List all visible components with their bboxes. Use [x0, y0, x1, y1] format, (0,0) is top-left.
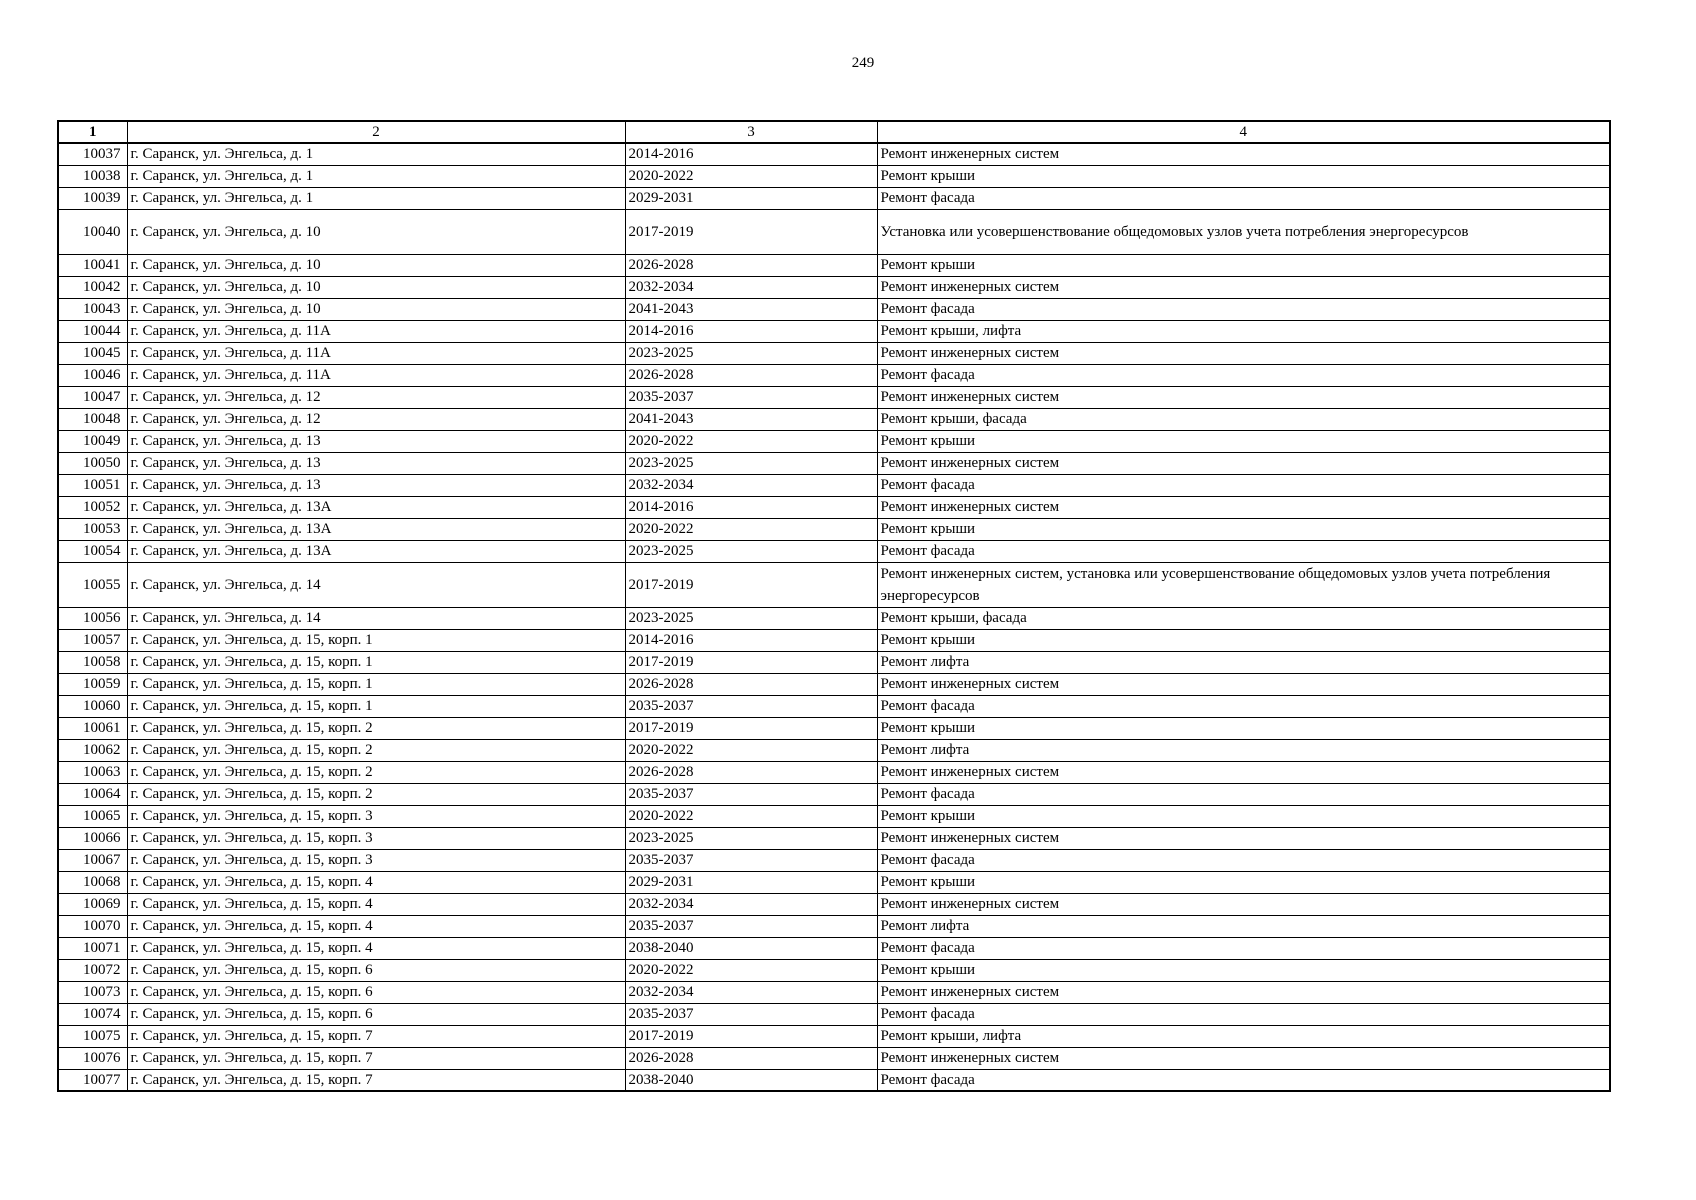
- period-cell: 2026-2028: [625, 761, 877, 783]
- address-cell: г. Саранск, ул. Энгельса, д. 15, корп. 3: [127, 849, 625, 871]
- work-type-cell: Ремонт инженерных систем: [877, 276, 1610, 298]
- period-cell: 2017-2019: [625, 1025, 877, 1047]
- table-row: [58, 386, 1610, 408]
- row-number-cell: 10039: [58, 187, 127, 209]
- address-cell: г. Саранск, ул. Энгельса, д. 15, корп. 7: [127, 1025, 625, 1047]
- address-cell: г. Саранск, ул. Энгельса, д. 14: [127, 562, 625, 607]
- table-row: [58, 562, 1610, 607]
- row-number-cell: 10040: [58, 209, 127, 254]
- address-cell: г. Саранск, ул. Энгельса, д. 10: [127, 298, 625, 320]
- address-cell: г. Саранск, ул. Энгельса, д. 10: [127, 254, 625, 276]
- work-type-cell: Ремонт фасада: [877, 298, 1610, 320]
- address-cell: г. Саранск, ул. Энгельса, д. 15, корп. 1: [127, 673, 625, 695]
- row-number-cell: 10072: [58, 959, 127, 981]
- address-cell: г. Саранск, ул. Энгельса, д. 1: [127, 187, 625, 209]
- row-number-cell: 10071: [58, 937, 127, 959]
- period-cell: 2029-2031: [625, 871, 877, 893]
- period-cell: 2035-2037: [625, 695, 877, 717]
- period-cell: 2041-2043: [625, 298, 877, 320]
- work-type-cell: Ремонт фасада: [877, 849, 1610, 871]
- work-type-cell: Ремонт инженерных систем: [877, 761, 1610, 783]
- address-cell: г. Саранск, ул. Энгельса, д. 15, корп. 6: [127, 981, 625, 1003]
- table-row: [58, 320, 1610, 342]
- table-row: [58, 717, 1610, 739]
- period-cell: 2020-2022: [625, 805, 877, 827]
- period-cell: 2020-2022: [625, 518, 877, 540]
- table-row: [58, 805, 1610, 827]
- address-cell: г. Саранск, ул. Энгельса, д. 15, корп. 2: [127, 739, 625, 761]
- period-cell: 2032-2034: [625, 474, 877, 496]
- work-type-cell: Ремонт крыши, лифта: [877, 320, 1610, 342]
- table-row: [58, 695, 1610, 717]
- row-number-cell: 10043: [58, 298, 127, 320]
- table-row: [58, 165, 1610, 187]
- column-header-2: 2: [127, 121, 625, 143]
- address-cell: г. Саранск, ул. Энгельса, д. 15, корп. 7: [127, 1069, 625, 1091]
- row-number-cell: 10057: [58, 629, 127, 651]
- address-cell: г. Саранск, ул. Энгельса, д. 15, корп. 4: [127, 915, 625, 937]
- work-type-cell: Ремонт крыши: [877, 254, 1610, 276]
- work-type-cell: Ремонт крыши: [877, 629, 1610, 651]
- period-cell: 2026-2028: [625, 254, 877, 276]
- period-cell: 2020-2022: [625, 739, 877, 761]
- table-row: [58, 518, 1610, 540]
- address-cell: г. Саранск, ул. Энгельса, д. 15, корп. 3: [127, 805, 625, 827]
- period-cell: 2035-2037: [625, 783, 877, 805]
- table-row: [58, 739, 1610, 761]
- row-number-cell: 10076: [58, 1047, 127, 1069]
- table-row: [58, 1003, 1610, 1025]
- address-cell: г. Саранск, ул. Энгельса, д. 10: [127, 276, 625, 298]
- table-row: [58, 298, 1610, 320]
- period-cell: 2014-2016: [625, 143, 877, 165]
- address-cell: г. Саранск, ул. Энгельса, д. 1: [127, 143, 625, 165]
- address-cell: г. Саранск, ул. Энгельса, д. 1: [127, 165, 625, 187]
- table-row: [58, 959, 1610, 981]
- row-number-cell: 10054: [58, 540, 127, 562]
- row-number-cell: 10037: [58, 143, 127, 165]
- repair-schedule-table: [57, 120, 1611, 1092]
- table-row: [58, 452, 1610, 474]
- address-cell: г. Саранск, ул. Энгельса, д. 15, корп. 1: [127, 651, 625, 673]
- table-row: [58, 827, 1610, 849]
- address-cell: г. Саранск, ул. Энгельса, д. 12: [127, 408, 625, 430]
- period-cell: 2035-2037: [625, 1003, 877, 1025]
- period-cell: 2032-2034: [625, 276, 877, 298]
- period-cell: 2023-2025: [625, 540, 877, 562]
- period-cell: 2026-2028: [625, 673, 877, 695]
- address-cell: г. Саранск, ул. Энгельса, д. 15, корп. 2: [127, 717, 625, 739]
- table-row: [58, 276, 1610, 298]
- table-row: [58, 209, 1610, 254]
- table-row: [58, 430, 1610, 452]
- work-type-cell: Ремонт инженерных систем: [877, 981, 1610, 1003]
- row-number-cell: 10053: [58, 518, 127, 540]
- work-type-cell: Ремонт инженерных систем: [877, 143, 1610, 165]
- work-type-cell: Ремонт инженерных систем: [877, 496, 1610, 518]
- work-type-cell: Ремонт крыши: [877, 430, 1610, 452]
- work-type-cell: Ремонт фасада: [877, 695, 1610, 717]
- address-cell: г. Саранск, ул. Энгельса, д. 15, корп. 1: [127, 695, 625, 717]
- work-type-cell: Ремонт крыши, лифта: [877, 1025, 1610, 1047]
- column-header-3: 3: [625, 121, 877, 143]
- period-cell: 2020-2022: [625, 959, 877, 981]
- row-number-cell: 10073: [58, 981, 127, 1003]
- work-type-cell: Ремонт фасада: [877, 474, 1610, 496]
- table-body: [58, 143, 1610, 1091]
- row-number-cell: 10055: [58, 562, 127, 607]
- table-row: [58, 981, 1610, 1003]
- address-cell: г. Саранск, ул. Энгельса, д. 15, корп. 2: [127, 783, 625, 805]
- work-type-cell: Ремонт крыши: [877, 165, 1610, 187]
- work-type-cell: Ремонт лифта: [877, 739, 1610, 761]
- row-number-cell: 10070: [58, 915, 127, 937]
- period-cell: 2026-2028: [625, 364, 877, 386]
- period-cell: 2032-2034: [625, 893, 877, 915]
- address-cell: г. Саранск, ул. Энгельса, д. 15, корп. 4: [127, 937, 625, 959]
- period-cell: 2014-2016: [625, 320, 877, 342]
- period-cell: 2035-2037: [625, 849, 877, 871]
- row-number-cell: 10048: [58, 408, 127, 430]
- row-number-cell: 10068: [58, 871, 127, 893]
- table-row: [58, 849, 1610, 871]
- row-number-cell: 10077: [58, 1069, 127, 1091]
- work-type-cell: Ремонт инженерных систем: [877, 452, 1610, 474]
- row-number-cell: 10058: [58, 651, 127, 673]
- work-type-cell: Ремонт крыши: [877, 717, 1610, 739]
- work-type-cell: Ремонт крыши, фасада: [877, 408, 1610, 430]
- address-cell: г. Саранск, ул. Энгельса, д. 15, корп. 3: [127, 827, 625, 849]
- work-type-cell: Ремонт крыши: [877, 518, 1610, 540]
- row-number-cell: 10042: [58, 276, 127, 298]
- work-type-cell: Ремонт фасада: [877, 783, 1610, 805]
- address-cell: г. Саранск, ул. Энгельса, д. 15, корп. 2: [127, 761, 625, 783]
- row-number-cell: 10059: [58, 673, 127, 695]
- table-row: [58, 629, 1610, 651]
- period-cell: 2035-2037: [625, 915, 877, 937]
- row-number-cell: 10066: [58, 827, 127, 849]
- work-type-cell: Установка или усовершенствование общедомовых узлов учета потребления энергоресурсов: [877, 209, 1610, 254]
- table-row: [58, 540, 1610, 562]
- row-number-cell: 10065: [58, 805, 127, 827]
- address-cell: г. Саранск, ул. Энгельса, д. 13А: [127, 540, 625, 562]
- address-cell: г. Саранск, ул. Энгельса, д. 15, корп. 1: [127, 629, 625, 651]
- table-row: [58, 254, 1610, 276]
- row-number-cell: 10064: [58, 783, 127, 805]
- work-type-cell: Ремонт фасада: [877, 364, 1610, 386]
- column-header-4: 4: [877, 121, 1610, 143]
- period-cell: 2038-2040: [625, 937, 877, 959]
- table-row: [58, 143, 1610, 165]
- address-cell: г. Саранск, ул. Энгельса, д. 13А: [127, 518, 625, 540]
- address-cell: г. Саранск, ул. Энгельса, д. 15, корп. 4: [127, 893, 625, 915]
- table-header-row: [58, 121, 1610, 143]
- table-row: [58, 607, 1610, 629]
- table-row: [58, 364, 1610, 386]
- row-number-cell: 10044: [58, 320, 127, 342]
- period-cell: 2023-2025: [625, 452, 877, 474]
- work-type-cell: Ремонт крыши: [877, 805, 1610, 827]
- period-cell: 2023-2025: [625, 607, 877, 629]
- period-cell: 2020-2022: [625, 165, 877, 187]
- period-cell: 2035-2037: [625, 386, 877, 408]
- work-type-cell: Ремонт инженерных систем: [877, 827, 1610, 849]
- table-row: [58, 893, 1610, 915]
- address-cell: г. Саранск, ул. Энгельса, д. 13: [127, 474, 625, 496]
- row-number-cell: 10062: [58, 739, 127, 761]
- work-type-cell: Ремонт инженерных систем: [877, 386, 1610, 408]
- address-cell: г. Саранск, ул. Энгельса, д. 13: [127, 452, 625, 474]
- row-number-cell: 10063: [58, 761, 127, 783]
- row-number-cell: 10056: [58, 607, 127, 629]
- work-type-cell: Ремонт инженерных систем: [877, 342, 1610, 364]
- row-number-cell: 10051: [58, 474, 127, 496]
- address-cell: г. Саранск, ул. Энгельса, д. 11А: [127, 320, 625, 342]
- row-number-cell: 10061: [58, 717, 127, 739]
- period-cell: 2023-2025: [625, 342, 877, 364]
- period-cell: 2017-2019: [625, 209, 877, 254]
- table-row: [58, 783, 1610, 805]
- row-number-cell: 10047: [58, 386, 127, 408]
- period-cell: 2014-2016: [625, 629, 877, 651]
- table-row: [58, 673, 1610, 695]
- row-number-cell: 10052: [58, 496, 127, 518]
- row-number-cell: 10069: [58, 893, 127, 915]
- work-type-cell: Ремонт инженерных систем, установка или усовершенствование общедомовых узлов учета потребления энергоресурсов: [877, 562, 1610, 607]
- table-row: [58, 761, 1610, 783]
- work-type-cell: Ремонт крыши: [877, 871, 1610, 893]
- row-number-cell: 10050: [58, 452, 127, 474]
- period-cell: 2032-2034: [625, 981, 877, 1003]
- work-type-cell: Ремонт фасада: [877, 1003, 1610, 1025]
- address-cell: г. Саранск, ул. Энгельса, д. 11А: [127, 364, 625, 386]
- table-row: [58, 342, 1610, 364]
- row-number-cell: 10045: [58, 342, 127, 364]
- work-type-cell: Ремонт фасада: [877, 187, 1610, 209]
- address-cell: г. Саранск, ул. Энгельса, д. 10: [127, 209, 625, 254]
- work-type-cell: Ремонт фасада: [877, 937, 1610, 959]
- period-cell: 2029-2031: [625, 187, 877, 209]
- table-row: [58, 651, 1610, 673]
- work-type-cell: Ремонт инженерных систем: [877, 673, 1610, 695]
- period-cell: 2017-2019: [625, 562, 877, 607]
- period-cell: 2017-2019: [625, 717, 877, 739]
- work-type-cell: Ремонт лифта: [877, 915, 1610, 937]
- work-type-cell: Ремонт фасада: [877, 1069, 1610, 1091]
- table-row: [58, 1047, 1610, 1069]
- address-cell: г. Саранск, ул. Энгельса, д. 11А: [127, 342, 625, 364]
- work-type-cell: Ремонт крыши: [877, 959, 1610, 981]
- column-header-1: 1: [58, 121, 127, 143]
- row-number-cell: 10046: [58, 364, 127, 386]
- work-type-cell: Ремонт лифта: [877, 651, 1610, 673]
- address-cell: г. Саранск, ул. Энгельса, д. 15, корп. 6: [127, 1003, 625, 1025]
- row-number-cell: 10067: [58, 849, 127, 871]
- row-number-cell: 10041: [58, 254, 127, 276]
- period-cell: 2038-2040: [625, 1069, 877, 1091]
- address-cell: г. Саранск, ул. Энгельса, д. 12: [127, 386, 625, 408]
- table-row: [58, 496, 1610, 518]
- period-cell: 2041-2043: [625, 408, 877, 430]
- table-row: [58, 915, 1610, 937]
- table-row: [58, 871, 1610, 893]
- address-cell: г. Саранск, ул. Энгельса, д. 15, корп. 4: [127, 871, 625, 893]
- table-row: [58, 187, 1610, 209]
- work-type-cell: Ремонт фасада: [877, 540, 1610, 562]
- work-type-cell: Ремонт инженерных систем: [877, 1047, 1610, 1069]
- work-type-cell: Ремонт крыши, фасада: [877, 607, 1610, 629]
- row-number-cell: 10060: [58, 695, 127, 717]
- period-cell: 2014-2016: [625, 496, 877, 518]
- table-row: [58, 1025, 1610, 1047]
- address-cell: г. Саранск, ул. Энгельса, д. 13: [127, 430, 625, 452]
- row-number-cell: 10049: [58, 430, 127, 452]
- address-cell: г. Саранск, ул. Энгельса, д. 13А: [127, 496, 625, 518]
- address-cell: г. Саранск, ул. Энгельса, д. 15, корп. 7: [127, 1047, 625, 1069]
- table-row: [58, 937, 1610, 959]
- work-type-cell: Ремонт инженерных систем: [877, 893, 1610, 915]
- address-cell: г. Саранск, ул. Энгельса, д. 15, корп. 6: [127, 959, 625, 981]
- period-cell: 2020-2022: [625, 430, 877, 452]
- row-number-cell: 10074: [58, 1003, 127, 1025]
- table-row: [58, 1069, 1610, 1091]
- page-number: 249: [851, 55, 875, 71]
- period-cell: 2023-2025: [625, 827, 877, 849]
- table-row: [58, 408, 1610, 430]
- period-cell: 2026-2028: [625, 1047, 877, 1069]
- table-row: [58, 474, 1610, 496]
- row-number-cell: 10038: [58, 165, 127, 187]
- address-cell: г. Саранск, ул. Энгельса, д. 14: [127, 607, 625, 629]
- period-cell: 2017-2019: [625, 651, 877, 673]
- row-number-cell: 10075: [58, 1025, 127, 1047]
